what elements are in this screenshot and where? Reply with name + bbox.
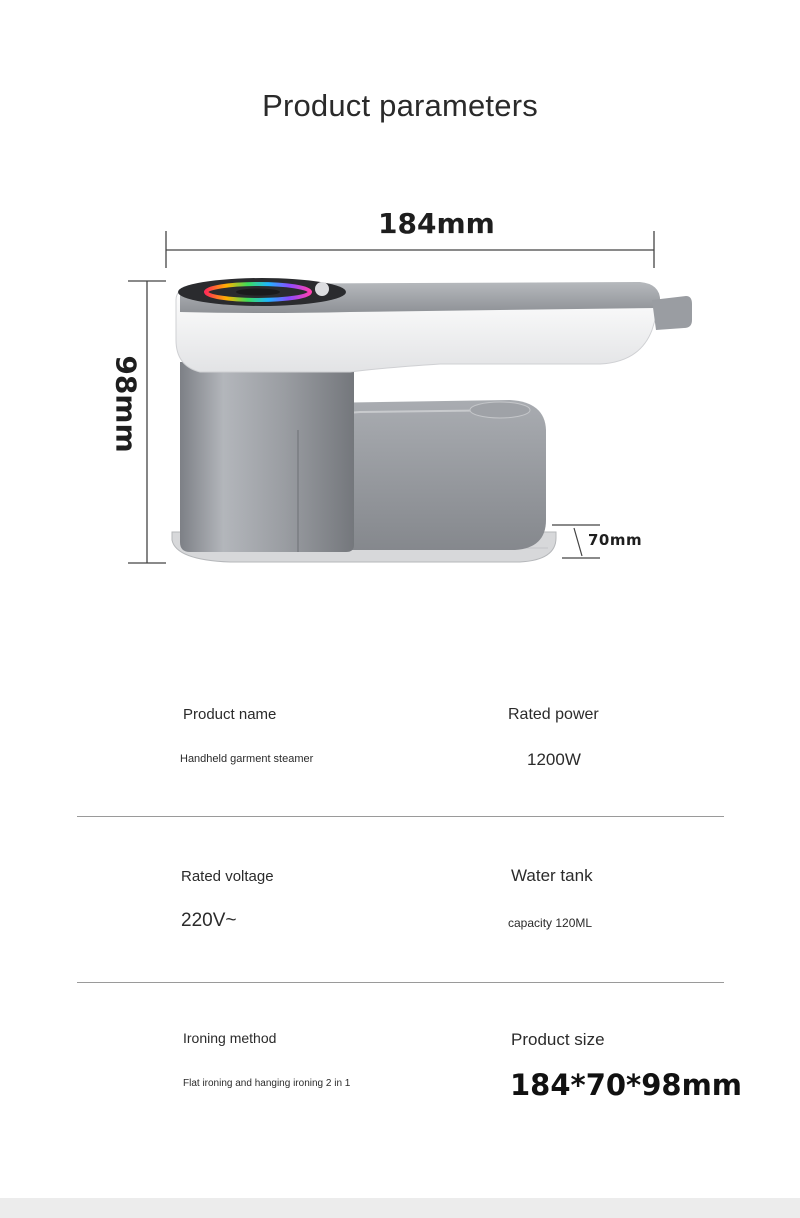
width-dimension: 184mm xyxy=(378,207,495,240)
product-size-value: 184*70*98mm xyxy=(510,1068,743,1102)
ironing-method-label: Ironing method xyxy=(183,1030,277,1046)
product-name-value: Handheld garment steamer xyxy=(180,753,314,765)
rated-voltage-value: 220V~ xyxy=(181,910,237,931)
rated-power-value: 1200W xyxy=(527,750,581,769)
footer-band xyxy=(0,1198,800,1218)
rated-voltage-label: Rated voltage xyxy=(181,868,274,885)
display-ring xyxy=(178,278,346,306)
product-name-label: Product name xyxy=(183,706,277,723)
water-tank-value: capacity 120ML xyxy=(508,916,593,930)
height-dimension: 98mm xyxy=(109,355,143,453)
depth-dimension: 70mm xyxy=(588,531,643,549)
divider xyxy=(77,816,724,817)
divider xyxy=(77,982,724,983)
ironing-method-value: Flat ironing and hanging ironing 2 in 1 xyxy=(183,1078,351,1089)
main-body xyxy=(180,362,354,552)
page-title: Product parameters xyxy=(262,88,538,123)
water-tank-label: Water tank xyxy=(511,866,593,885)
rear-nozzle xyxy=(652,296,692,330)
product-size-label: Product size xyxy=(511,1030,605,1049)
rated-power-label: Rated power xyxy=(508,706,599,723)
